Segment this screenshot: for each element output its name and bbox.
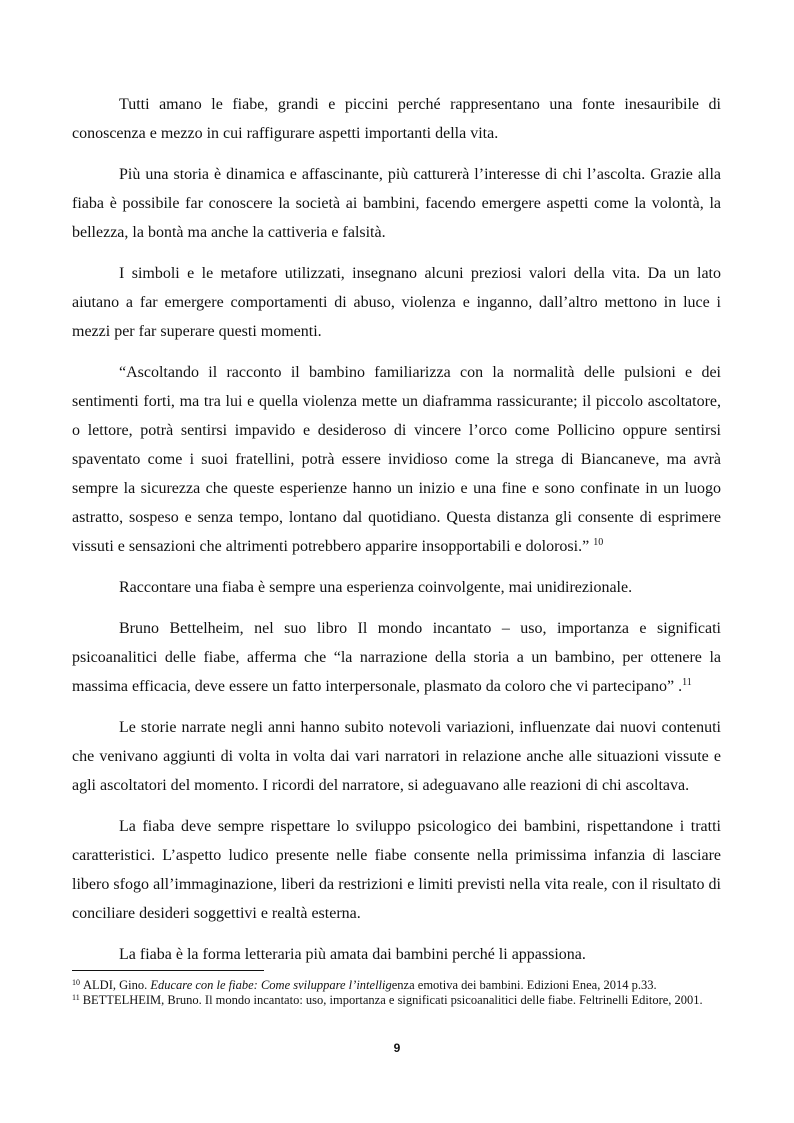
paragraph: La fiaba è la forma letteraria più amata dai bambini perché li appassiona.	[119, 946, 586, 963]
paragraph: Le storie narrate negli anni hanno subito notevoli variazioni, influenzate dai nuovi contenuti che venivano aggiunti di volta in volta dai vari narratori in relazione anche alle situazioni vissute e agli ascoltatori del momento. I ricordi del narratore, si adeguavano alle reazioni di chi ascoltava.	[72, 719, 721, 794]
footnotes	[72, 978, 721, 1008]
body-text	[72, 90, 721, 981]
footnote: $^{10}$ ALDI, Gino. Educare con le fiabe: Come sviluppare l’intelligenza emotiva dei bambini. Edizioni Enea, 2014 p.33.	[72, 978, 657, 992]
quote-paragraph: “Ascoltando il racconto il bambino familiarizza con la normalità delle pulsioni e dei sentimenti forti, ma tra lui e quella violenza mette un diaframma rassicurante; il piccolo ascoltatore, o lettore, potrà sentirsi impavido e desideroso di vincere l’orco come Pollicino oppure sentirsi spaventato come i suoi fratellini, potrà essere invidioso come la strega di Biancaneve, ma avrà sempre la sicurezza che queste esperienze hanno un inizio e una fine e sono confinate in un luogo astratto, sospeso e senza tempo, lontano dal quotidiano. Questa distanza gli consente di esprimere vissuti e sensazioni che altrimenti potrebbero apparire insopportabili e dolorosi.” $^{10}$	[72, 364, 721, 555]
footnote-ref: 10	[593, 537, 604, 548]
paragraph: Raccontare una fiaba è sempre una esperienza coinvolgente, mai unidirezionale.	[119, 579, 633, 596]
footnote: $^{11}$ BETTELHEIM, Bruno. Il mondo incantato: uso, importanza e significati psicoanalitici delle fiabe. Feltrinelli Editore, 2001.	[72, 993, 703, 1007]
footnote-ref: 11	[682, 677, 692, 688]
footnote-number: 10	[72, 978, 80, 987]
paragraph: Bruno Bettelheim, nel suo libro Il mondo incantato – uso, importanza e significati psicoanalitici delle fiabe, afferma che “la narrazione della storia a un bambino, per ottenere la massima efficacia, deve essere un fatto interpersonale, plasmato da coloro che vi partecipano” .$^{11}$	[72, 620, 721, 695]
paragraph: La fiaba deve sempre rispettare lo sviluppo psicologico dei bambini, rispettandone i tratti caratteristici. L’aspetto ludico presente nelle fiabe consente nella primissima infanzia di lasciare libero sfogo all’immaginazione, liberi da restrizioni e limiti previsti nella vita reale, con il risultato di conciliare desideri soggettivi e realtà esterna.	[72, 818, 721, 922]
page-number: 9	[393, 1041, 401, 1055]
paragraph: Tutti amano le fiabe, grandi e piccini perché rappresentano una fonte inesauribile di conoscenza e mezzo in cui raffigurare aspetti importanti della vita.	[72, 96, 721, 142]
paragraph: I simboli e le metafore utilizzati, insegnano alcuni preziosi valori della vita. Da un lato aiutano a far emergere comportamenti di abuso, violenza e inganno, dall’altro mettono in luce i mezzi per far superare questi momenti.	[72, 265, 721, 340]
footnote-divider	[72, 970, 264, 971]
paragraph: Più una storia è dinamica e affascinante, più catturerà l’interesse di chi l’ascolta. Grazie alla fiaba è possibile far conoscere la società ai bambini, facendo emergere aspetti come la volontà, la bellezza, la bontà ma anche la cattiveria e falsità.	[72, 166, 721, 241]
footnote-title: Educare con le fiabe: Come sviluppare l’intellig	[150, 978, 392, 992]
footnote-number: 11	[72, 993, 80, 1002]
